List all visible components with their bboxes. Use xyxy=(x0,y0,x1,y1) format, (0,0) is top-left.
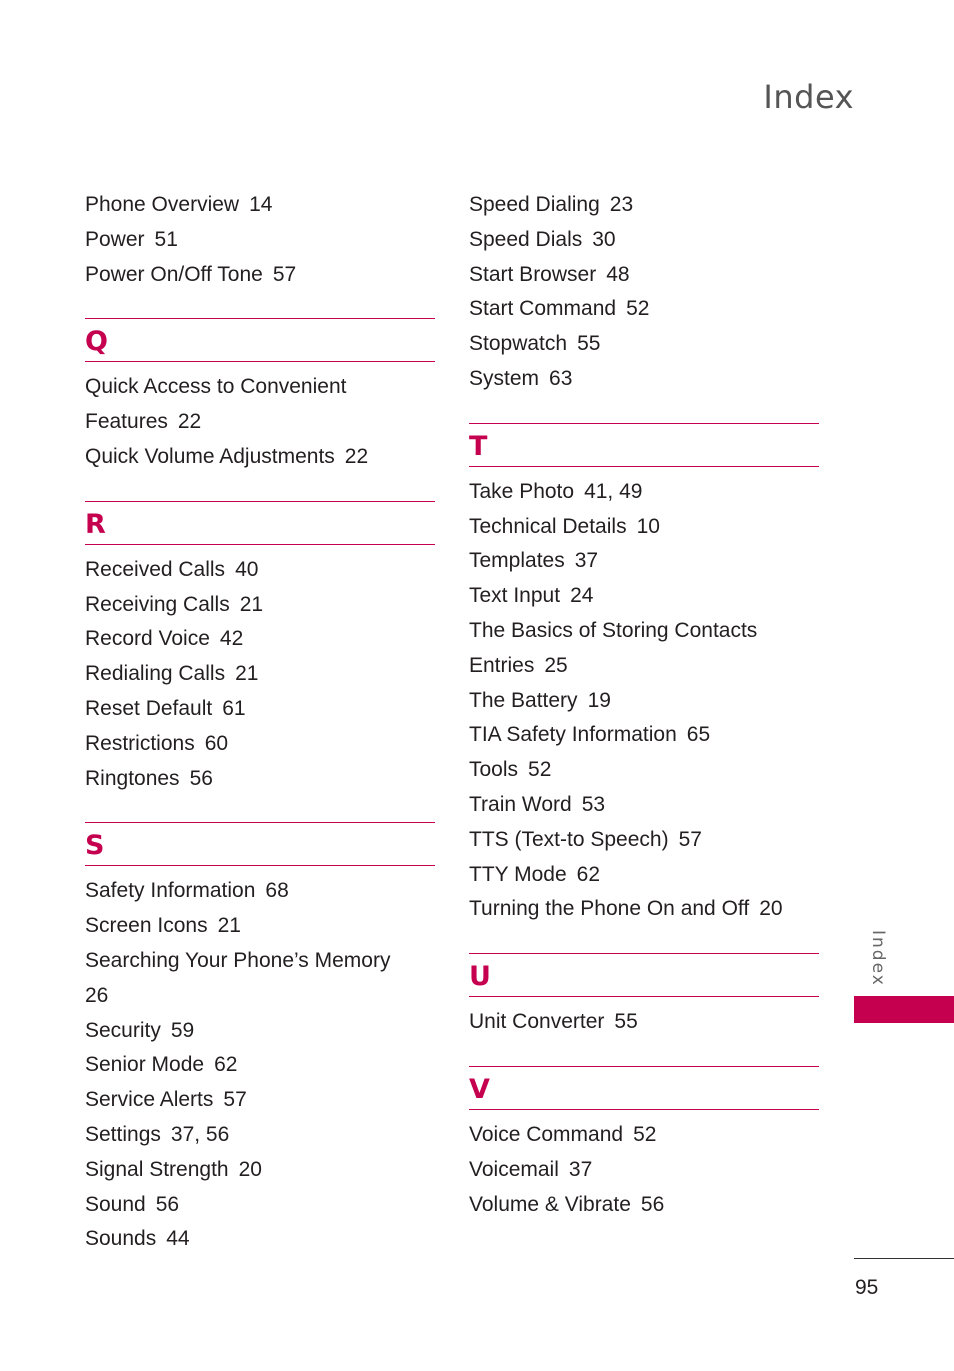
section-header xyxy=(85,318,435,362)
index-entry xyxy=(85,979,435,1014)
entry-term: Screen Icons xyxy=(85,914,208,938)
entry-term: Receiving Calls xyxy=(85,592,230,616)
index-section-q xyxy=(85,318,435,474)
entry-pages: 40 xyxy=(235,557,259,581)
index-entry xyxy=(85,188,435,223)
index-section-s xyxy=(85,822,435,1257)
entry-term: Safety Information xyxy=(85,879,256,903)
index-entry xyxy=(85,622,435,657)
entry-term: Voice Command xyxy=(469,1122,624,1146)
index-entry xyxy=(469,823,819,858)
index-entry xyxy=(469,327,819,362)
entry-term: Power On/Off Tone xyxy=(85,262,263,286)
entry-term: Train Word xyxy=(469,792,572,816)
index-entry xyxy=(85,405,435,440)
index-entry xyxy=(85,553,435,588)
entry-term: Speed Dialing xyxy=(469,193,600,216)
index-entry xyxy=(85,692,435,727)
index-column-right xyxy=(469,188,819,1222)
index-entry xyxy=(85,1118,435,1153)
entry-term: Quick Access to Convenient xyxy=(85,375,347,399)
entry-pages: 52 xyxy=(633,1122,657,1146)
footer-divider xyxy=(854,1258,954,1259)
index-entry xyxy=(469,788,819,823)
section-letter: Q xyxy=(85,326,108,358)
section-header xyxy=(469,953,819,997)
entry-term: Senior Mode xyxy=(85,1053,205,1077)
index-entry xyxy=(469,649,819,684)
entry-term: System xyxy=(469,366,540,390)
index-entry xyxy=(469,614,819,649)
index-entry xyxy=(469,188,819,223)
entry-term: Start Command xyxy=(469,297,617,321)
intro-entries xyxy=(469,188,819,397)
index-entry xyxy=(85,588,435,623)
section-letter: T xyxy=(469,430,488,462)
index-entry xyxy=(85,909,435,944)
entry-term: Templates xyxy=(469,549,565,573)
entry-pages: 48 xyxy=(606,262,630,286)
entry-pages: 60 xyxy=(204,731,229,755)
entry-term: Redialing Calls xyxy=(85,662,226,686)
index-entry xyxy=(85,223,435,258)
index-section-u xyxy=(469,953,819,1040)
entry-pages: 52 xyxy=(528,758,552,782)
entry-pages: 42 xyxy=(219,627,244,651)
index-entry xyxy=(85,762,435,797)
entry-term: Turning the Phone On and Off xyxy=(469,897,750,921)
entry-term: Features xyxy=(85,410,168,434)
index-entry xyxy=(469,718,819,753)
entry-term: Ringtones xyxy=(85,766,180,790)
index-entry xyxy=(469,753,819,788)
index-section-t xyxy=(469,423,819,927)
entry-term: Technical Details xyxy=(469,514,627,538)
entry-term: Speed Dials xyxy=(469,227,583,251)
index-entry xyxy=(469,858,819,893)
entry-term: Tools xyxy=(469,758,519,782)
entry-pages: 14 xyxy=(249,193,273,216)
section-letter: R xyxy=(85,508,106,540)
entry-pages: 20 xyxy=(759,897,783,921)
index-entry xyxy=(469,223,819,258)
index-entry xyxy=(85,258,435,293)
index-entry xyxy=(469,362,819,397)
index-entry xyxy=(469,892,819,927)
entry-term: Received Calls xyxy=(85,557,226,581)
index-entry xyxy=(469,579,819,614)
entry-pages: 20 xyxy=(238,1157,262,1181)
entry-pages: 25 xyxy=(544,653,568,677)
section-letter: S xyxy=(85,830,105,862)
entry-pages: 22 xyxy=(344,444,369,468)
entry-pages: 21 xyxy=(239,592,264,616)
entry-term: Service Alerts xyxy=(85,1088,214,1112)
entry-pages: 56 xyxy=(189,766,213,790)
index-entry xyxy=(469,1153,819,1188)
index-entry xyxy=(469,475,819,510)
section-header xyxy=(469,423,819,467)
entry-term: Phone Overview xyxy=(85,193,240,216)
side-tab-label: Index xyxy=(868,930,888,987)
entry-term: Start Browser xyxy=(469,262,597,286)
entry-pages: 23 xyxy=(609,193,634,216)
entry-term: Security xyxy=(85,1018,161,1042)
entry-term: Stopwatch xyxy=(469,332,568,356)
intro-entries xyxy=(85,188,435,292)
entry-term: Power xyxy=(85,227,145,251)
entry-pages: 30 xyxy=(592,227,616,251)
index-entry xyxy=(85,1014,435,1049)
page-number: 95 xyxy=(855,1276,879,1299)
entry-pages: 44 xyxy=(166,1227,190,1251)
index-entry xyxy=(469,258,819,293)
index-entry xyxy=(469,510,819,545)
entry-term: 26 xyxy=(85,983,109,1007)
entry-pages: 56 xyxy=(640,1192,665,1216)
entry-pages: 62 xyxy=(214,1053,238,1077)
index-entry xyxy=(469,544,819,579)
side-tab-bar xyxy=(854,996,954,1023)
index-entry xyxy=(85,874,435,909)
entry-pages: 62 xyxy=(576,862,601,886)
entry-pages: 57 xyxy=(272,262,297,286)
entry-term: Restrictions xyxy=(85,731,195,755)
entry-term: TTY Mode xyxy=(469,862,567,886)
entry-term: Take Photo xyxy=(469,479,575,503)
entry-pages: 10 xyxy=(636,514,660,538)
index-entry xyxy=(85,1083,435,1118)
entry-term: Settings xyxy=(85,1122,161,1146)
index-entry xyxy=(469,1188,819,1223)
entry-term: Sound xyxy=(85,1192,146,1216)
index-entry xyxy=(85,1222,435,1257)
index-entry xyxy=(469,292,819,327)
entry-pages: 21 xyxy=(235,662,259,686)
section-header xyxy=(85,822,435,866)
entry-term: The Basics of Storing Contacts xyxy=(469,618,758,642)
entry-pages: 51 xyxy=(154,227,178,251)
index-entry xyxy=(85,727,435,762)
entry-pages: 63 xyxy=(549,366,573,390)
index-entry xyxy=(85,944,435,979)
entry-pages: 65 xyxy=(686,723,711,747)
entry-term: Searching Your Phone’s Memory xyxy=(85,948,391,972)
index-entry xyxy=(85,370,435,405)
index-section-r xyxy=(85,501,435,797)
index-section-v xyxy=(469,1066,819,1222)
entry-term: Signal Strength xyxy=(85,1157,229,1181)
entry-term: Unit Converter xyxy=(469,1010,605,1034)
entry-pages: 59 xyxy=(170,1018,195,1042)
entry-pages: 57 xyxy=(678,827,702,851)
index-entry xyxy=(85,440,435,475)
entry-pages: 53 xyxy=(581,792,606,816)
section-letter: U xyxy=(469,961,491,993)
index-entry xyxy=(469,684,819,719)
entry-pages: 37 xyxy=(568,1157,593,1181)
entry-pages: 37, 56 xyxy=(170,1122,230,1146)
entry-pages: 55 xyxy=(577,332,601,356)
entry-pages: 68 xyxy=(265,879,289,903)
entry-term: Sounds xyxy=(85,1227,157,1251)
index-column-left xyxy=(85,188,435,1257)
section-header xyxy=(469,1066,819,1110)
entry-pages: 37 xyxy=(574,549,599,573)
index-entry xyxy=(469,1005,819,1040)
entry-pages: 19 xyxy=(587,688,611,712)
entry-pages: 56 xyxy=(155,1192,180,1216)
page-title: Index xyxy=(763,78,854,116)
entry-term: The Battery xyxy=(469,688,578,712)
index-entry xyxy=(85,657,435,692)
entry-term: Reset Default xyxy=(85,696,213,720)
entry-term: TTS (Text-to Speech) xyxy=(469,827,669,851)
entry-term: Quick Volume Adjustments xyxy=(85,444,335,468)
entry-pages: 55 xyxy=(614,1010,638,1034)
index-entry xyxy=(85,1188,435,1223)
entry-pages: 21 xyxy=(217,914,241,938)
index-entry xyxy=(85,1048,435,1083)
index-entry xyxy=(469,1118,819,1153)
entry-term: Record Voice xyxy=(85,627,210,651)
entry-pages: 52 xyxy=(626,297,650,321)
entry-term: Voicemail xyxy=(469,1157,559,1181)
entry-pages: 57 xyxy=(223,1088,247,1112)
entry-pages: 41, 49 xyxy=(584,479,643,503)
entry-term: TIA Safety Information xyxy=(469,723,677,747)
section-header xyxy=(85,501,435,545)
entry-pages: 61 xyxy=(222,696,246,720)
entry-term: Volume & Vibrate xyxy=(469,1192,631,1216)
section-letter: V xyxy=(469,1073,490,1105)
entry-pages: 22 xyxy=(177,410,202,434)
entry-pages: 24 xyxy=(570,584,594,608)
entry-term: Entries xyxy=(469,653,535,677)
entry-term: Text Input xyxy=(469,584,561,608)
index-entry xyxy=(85,1153,435,1188)
